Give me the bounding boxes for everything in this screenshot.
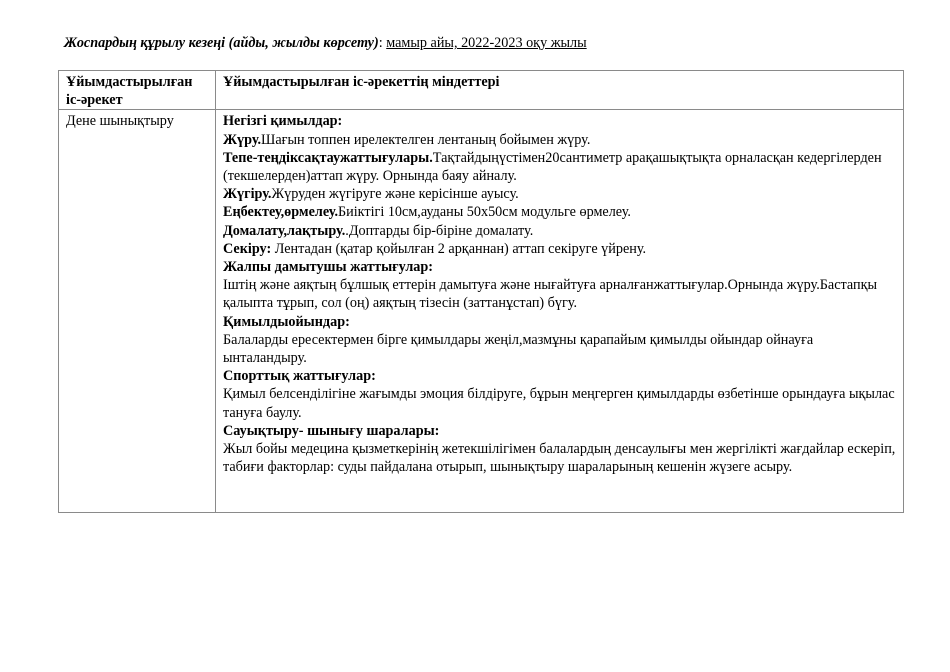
roll-item [223, 222, 896, 240]
active-games-title: Қимылдыойындар: [223, 313, 350, 330]
activity-cell: Дене шынықтыру [59, 110, 216, 513]
walk-text: Шағын топпен ирелектелген лентаның бойымен жүру. [261, 131, 591, 148]
walk-title: Жүру. [223, 131, 262, 148]
roll-title: Домалату,лақтыру. [223, 222, 346, 239]
sport-exercises-text: Қимыл белсенділігіне жағымды эмоция білдіруге, бұрын меңгерген қимылдарды өзбетінше орындауға ықылас тануға баулу. [223, 386, 895, 421]
sport-exercises-title: Спорттық жаттығулар: [223, 368, 376, 385]
active-games-text: Балаларды ересектермен бірге қимылдары жеңіл,мазмұны қарапайым қимылды ойындар ойнауға ынталандыру. [223, 331, 814, 367]
crawl-item [223, 203, 896, 221]
col-header-tasks: Ұйымдастырылған іс-әрекеттің міндеттері [216, 71, 904, 110]
plan-period-value: мамыр айы, 2022-2023 оқу жылы [386, 35, 587, 51]
run-item [223, 185, 896, 203]
roll-text: .Доптарды бір-біріне домалату. [345, 222, 534, 239]
plan-period-label: Жоспардың құрылу кезеңі (айды, жылды көрсету) [64, 35, 379, 51]
health-measures-text: Жыл бойы медецина қызметкерінің жетекшілігімен балалардың денсаулығы мен жергілікті жағдайлар ескеріп, табиғи факторлар: суды пайдалана отырып, шынықтыру шараларының кешенін жүзеге асыру. [223, 441, 896, 476]
health-measures-title: Сауықтыру- шынығу шаралары: [223, 422, 440, 439]
plan-table [58, 70, 904, 513]
plan-period-colon: : [378, 35, 387, 51]
general-exercises-title: Жалпы дамытушы жаттығулар: [223, 259, 434, 276]
run-text: Жүруден жүгіруге және керісінше ауысу. [271, 186, 519, 203]
plan-period-heading [64, 35, 587, 52]
jump-title: Секіру: [223, 240, 272, 257]
run-title: Жүгіру. [223, 186, 272, 203]
crawl-title: Еңбектеу,өрмелеу. [223, 204, 338, 221]
table-header-row [59, 71, 904, 110]
col-header-activity: Ұйымдастырылған іс-әрекет [59, 71, 216, 110]
jump-text: Лентадан (қатар қойылған 2 арқаннан) аттап секіруге үйрену. [271, 240, 647, 257]
jump-item [223, 240, 896, 258]
walk-item [223, 131, 896, 149]
tasks-cell [216, 110, 904, 513]
general-exercises-text: Іштің және аяқтың бұлшық еттерін дамытуға және нығайтуға арналғанжаттығулар.Орнында жүру.Бастапқы қалыпта тұрып, сол (оң) аяқтың тізесін (заттанұстап) бүгу. [223, 277, 877, 312]
basic-movements-title: Негізгі қимылдар: [223, 113, 343, 130]
table-row [59, 110, 904, 513]
balance-text: Тақтайдыңүстімен20сантиметр арақашықтықта орналасқан кедергілерден (текшелерден)аттап жүру. Орнында баяу айналу. [223, 149, 882, 185]
balance-item [223, 149, 896, 185]
balance-title: Тепе-теңдіксақтаужаттығулары. [223, 149, 433, 166]
crawl-text: Биіктігі 10см,ауданы 50х50см модульге өрмелеу. [338, 204, 631, 221]
